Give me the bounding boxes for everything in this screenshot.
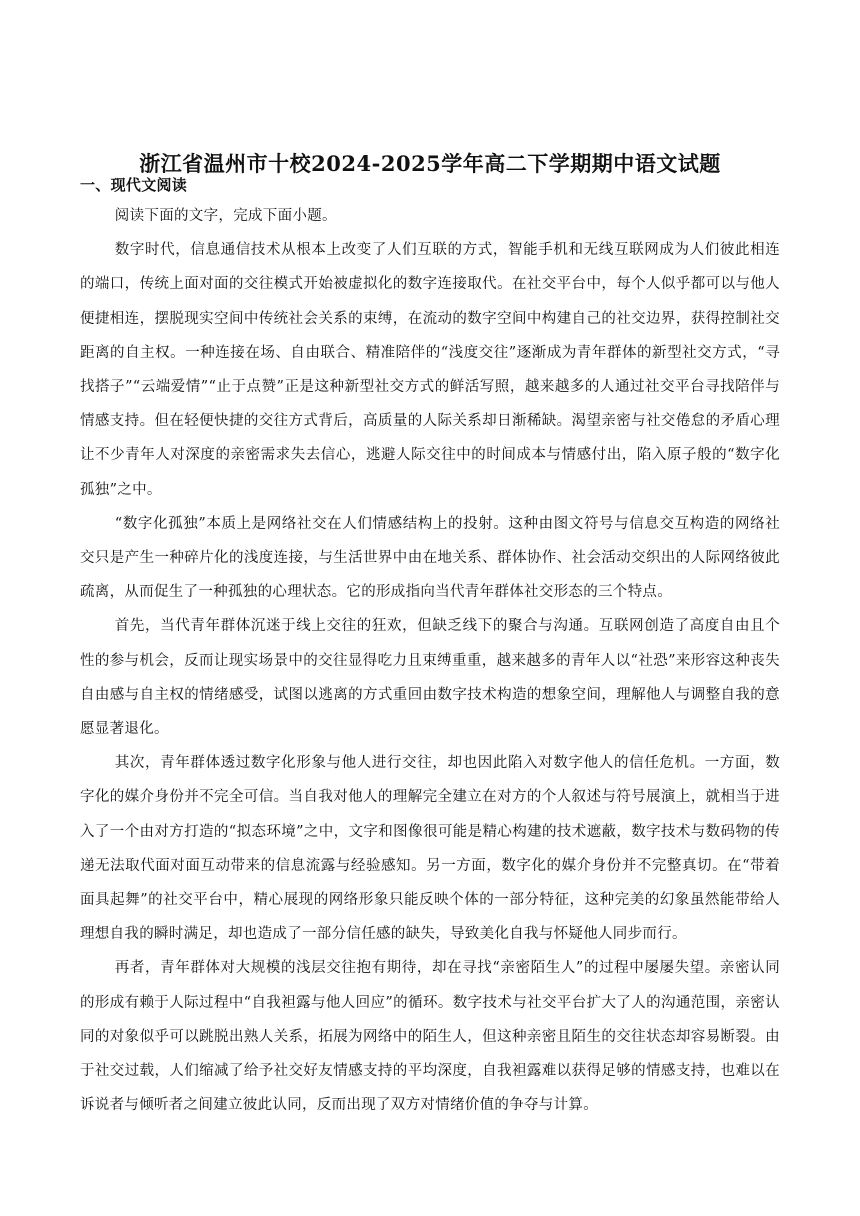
paragraph-1: 数字时代，信息通信技术从根本上改变了人们互联的方式，智能手机和无线互联网成为人们彼此相连的端口，传统上面对面的交往模式开始被虚拟化的数字连接取代。在社交平台中，每个人似乎都可以与他人便捷相连，摆脱现实空间中传统社会关系的束缚，在流动的数字空间中构建自己的社交边界，获得控制社交距离的自主权。一种连接在场、自由联合、精准陪伴的“浅度交往”逐渐成为青年群体的新型社交方式，“寻找搭子”“云端爱情”“止于点赞”正是这种新型社交方式的鲜活写照，越来越多的人通过社交平台寻找陪伴与情感支持。但在轻便快捷的交往方式背后，高质量的人际关系却日渐稀缺。渴望亲密与社交倦怠的矛盾心理让不少青年人对深度的亲密需求失去信心，逃避人际交往中的时间成本与情感付出，陷入原子般的“数字化孤独”之中。 <box>80 242 780 498</box>
paragraph-2: “数字化孤独”本质上是网络社交在人们情感结构上的投射。这种由图文符号与信息交互构造的网络社交只是产生一种碎片化的浅度连接，与生活世界中由在地关系、群体协作、社会活动交织出的人际网络彼此疏离，从而促生了一种孤独的心理状态。它的形成指向当代青年群体社交形态的三个特点。 <box>80 515 780 601</box>
instruction-text: 阅读下面的文字，完成下面小题。 <box>114 208 337 224</box>
paragraph-4: 其次，青年群体透过数字化形象与他人进行交往，却也因此陷入对数字他人的信任危机。一方面，数字化的媒介身份并不完全可信。当自我对他人的理解完全建立在对方的个人叙述与符号展演上，就相当于进入了一个由对方打造的“拟态环境”之中，文字和图像很可能是精心构建的技术遮蔽，数字技术与数码物的传递无法取代面对面互动带来的信息流露与经验感知。另一方面，数字化的媒介身份并不完整真切。在“带着面具起舞”的社交平台中，精心展现的网络形象只能反映个体的一部分特征，这种完美的幻象虽然能带给人理想自我的瞬时满足，却也造成了一部分信任感的缺失，导致美化自我与怀疑他人同步而行。 <box>80 755 780 943</box>
paragraph-5: 再者，青年群体对大规模的浅层交往抱有期待，却在寻找“亲密陌生人”的过程中屡屡失望。亲密认同的形成有赖于人际过程中“自我袒露与他人回应”的循环。数字技术与社交平台扩大了人的沟通范围，亲密认同的对象似乎可以跳脱出熟人关系，拓展为网络中的陌生人，但这种亲密且陌生的交往状态却容易断裂。由于社交过载，人们缩减了给予社交好友情感支持的平均深度，自我袒露难以获得足够的情感支持，也难以在诉说者与倾听者之间建立彼此认同，反而出现了双方对情绪价值的争夺与计算。 <box>80 960 780 1114</box>
section-heading: 一、现代文阅读 <box>80 176 188 194</box>
paragraph-3: 首先，当代青年群体沉迷于线上交往的狂欢，但缺乏线下的聚合与沟通。互联网创造了高度自由且个性的参与机会，反而让现实场景中的交往显得吃力且束缚重重，越来越多的青年人以“社恐”来形容这种丧失自由感与自主权的情绪感受，试图以逃离的方式重回由数字技术构造的想象空间，理解他人与调整自我的意愿显著退化。 <box>80 618 780 738</box>
reading-passage <box>80 199 780 1122</box>
document-title: 浙江省温州市十校2024-2025学年高二下学期期中语文试题 <box>139 151 721 177</box>
